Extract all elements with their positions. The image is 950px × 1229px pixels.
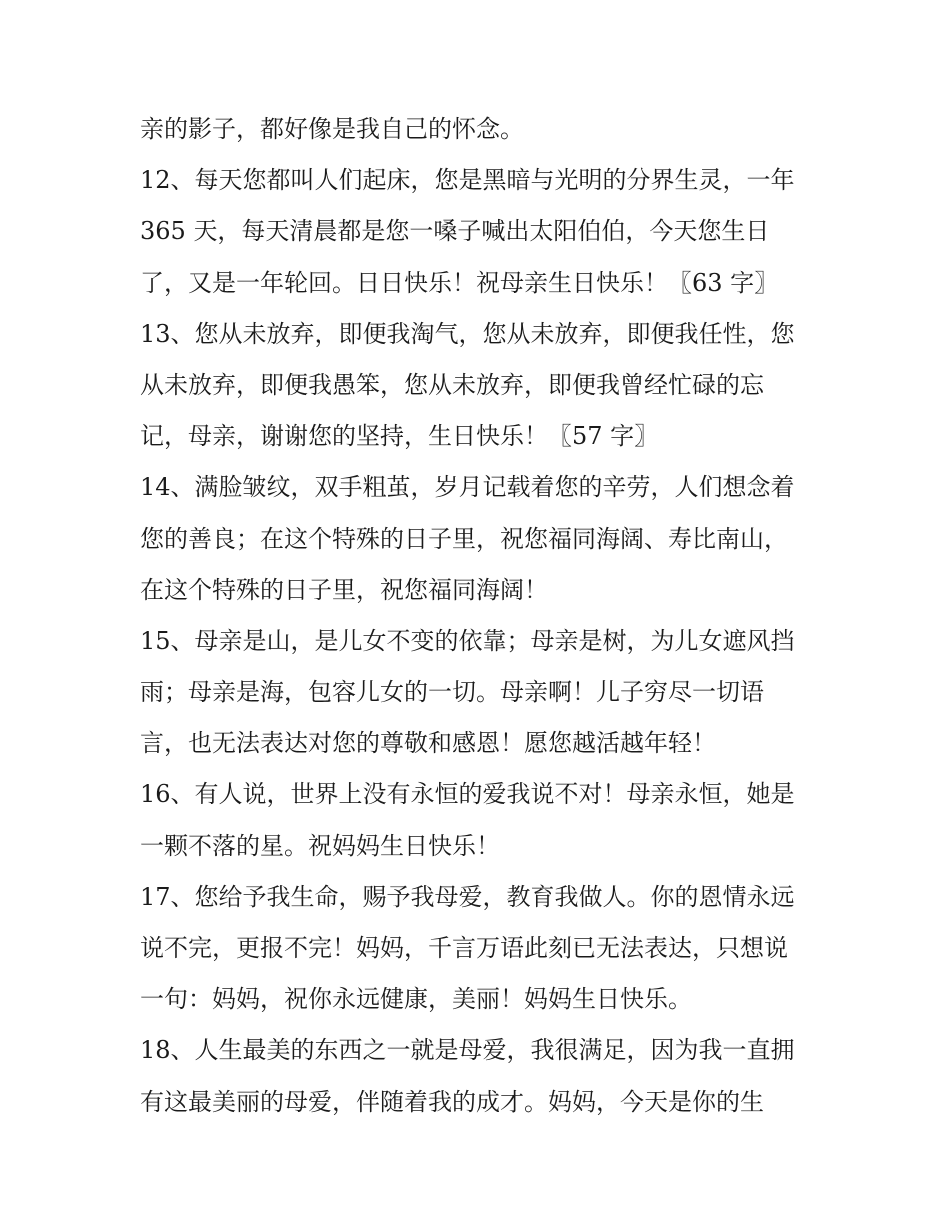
text-line: 13、您从未放弃，即便我淘气，您从未放弃，即便我任性，您 [140, 319, 795, 348]
text-line: 14、满脸皱纹，双手粗茧，岁月记载着您的辛劳，人们想念着 [140, 473, 795, 502]
text-line: 说不完，更报不完！妈妈，千言万语此刻已无法表达，只想说 [140, 934, 788, 962]
text-line: 一颗不落的星。祝妈妈生日快乐！ [140, 831, 500, 860]
text-line: 亲的影子，都好像是我自己的怀念。 [140, 115, 524, 143]
text-line: 您的善良；在这个特殊的日子里，祝您福同海阔、寿比南山， [140, 524, 788, 553]
text-line: 雨；母亲是海，包容儿女的一切。母亲啊！儿子穷尽一切语 [140, 678, 764, 707]
text-line: 言，也无法表达对您的尊敬和感恩！愿您越活越年轻！ [140, 729, 716, 758]
text-line: 18、人生最美的东西之一就是母爱，我很满足，因为我一直拥 [140, 1036, 795, 1065]
text-line: 从未放弃，即便我愚笨，您从未放弃，即便我曾经忙碌的忘 [140, 370, 764, 399]
text-line: 15、母亲是山，是儿女不变的依靠；母亲是树，为儿女遮风挡 [140, 626, 795, 655]
text-line: 记，母亲，谢谢您的坚持，生日快乐！〖57 字〗 [140, 422, 659, 451]
text-line: 365 天，每天清晨都是您一嗓子喊出太阳伯伯，今天您生日 [140, 217, 770, 246]
document-body [140, 104, 820, 1128]
text-line: 在这个特殊的日子里，祝您福同海阔！ [140, 575, 548, 604]
text-line: 了，又是一年轮回。日日快乐！祝母亲生日快乐！〖63 字〗 [140, 268, 779, 297]
text-line: 16、有人说，世界上没有永恒的爱我说不对！母亲永恒，她是 [140, 780, 795, 809]
text-line: 12、每天您都叫人们起床，您是黑暗与光明的分界生灵，一年 [140, 166, 795, 195]
text-line: 有这最美丽的母爱，伴随着我的成才。妈妈，今天是你的生 [140, 1087, 764, 1116]
text-line: 一句：妈妈，祝你永远健康，美丽！妈妈生日快乐。 [140, 985, 692, 1014]
text-line: 17、您给予我生命，赐予我母爱，教育我做人。你的恩情永远 [140, 882, 795, 911]
